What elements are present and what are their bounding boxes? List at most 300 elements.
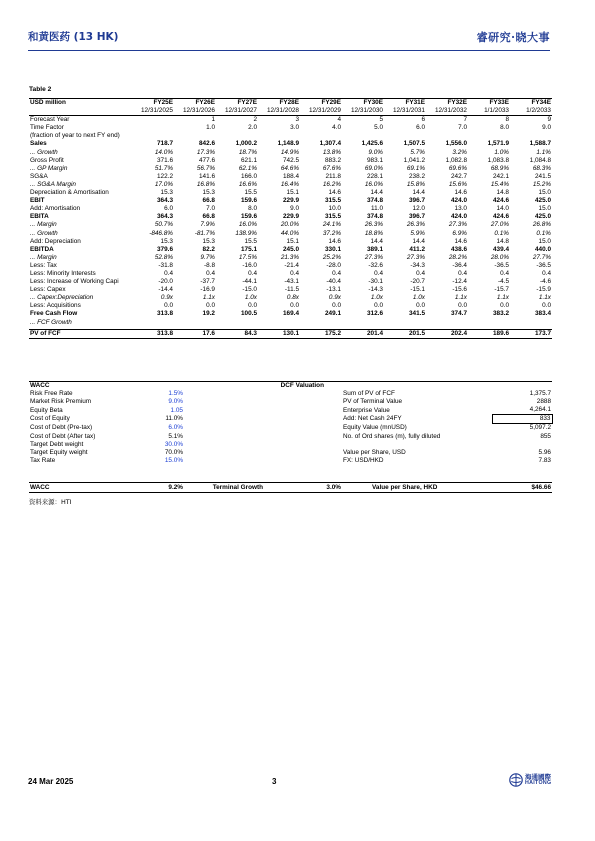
row-label: ... GP Margin: [30, 164, 68, 172]
row-label: Less: Tax: [30, 261, 57, 269]
wacc-input-label: Risk Free Rate: [30, 390, 73, 398]
row-label: SG&A: [30, 172, 48, 180]
table-cell: 16.8%: [196, 180, 215, 188]
table-cell: 315.5: [325, 213, 341, 221]
table-cell: 229.9: [283, 213, 299, 221]
table-cell: 7.0: [458, 124, 467, 132]
table-cell: 16.4%: [280, 180, 299, 188]
table-cell: 983.1: [367, 156, 383, 164]
table-cell: [132, 132, 174, 140]
table-cell: 0.0: [332, 302, 341, 310]
table-cell: [342, 132, 384, 140]
table-row: [29, 230, 552, 238]
table-row: [29, 270, 552, 278]
summary-row: [29, 483, 552, 493]
table-cell: 1.1x: [202, 294, 215, 302]
source-note: 资料来源：HTI: [29, 498, 72, 506]
table-cell: FY32E: [426, 99, 468, 108]
wacc-dcf-valuation-table: [29, 381, 553, 465]
table-cell: 313.8: [132, 330, 174, 339]
table-cell: 17.5%: [238, 253, 257, 261]
table-cell: 0.0: [416, 302, 425, 310]
page-number: 3: [272, 777, 277, 786]
table-cell: -16.0: [242, 261, 257, 269]
wacc-input-label: Cost of Debt (After tax): [30, 432, 96, 440]
table-cell: -20.0: [158, 278, 173, 286]
table-cell: 17.3%: [196, 148, 215, 156]
table-cell: 315.5: [325, 197, 341, 205]
table-cell: 12/31/2029: [300, 107, 342, 116]
row-label: Free Cash Flow: [30, 310, 78, 318]
table-cell: 6: [421, 116, 425, 124]
table-cell: 6.0: [164, 205, 173, 213]
table-cell: -40.4: [326, 278, 341, 286]
table-cell: 374.8: [367, 197, 383, 205]
table-cell: FY34E: [510, 99, 552, 108]
table-cell: 68.9%: [490, 164, 509, 172]
table-cell: 0.9x: [160, 294, 173, 302]
table-cell: 12/31/2026: [174, 107, 216, 116]
table-cell: 14.0: [496, 205, 509, 213]
spacer-cell: [184, 449, 342, 457]
table-cell: 51.7%: [154, 164, 173, 172]
row-label: Depreciation & Amortisation: [30, 189, 109, 197]
table-row: [29, 286, 552, 294]
table-cell: -8.8: [203, 261, 215, 269]
table-cell: 0.8x: [286, 294, 299, 302]
table-cell: 11.0: [371, 205, 383, 213]
table-cell: 7: [463, 116, 467, 124]
row-label: (fraction of year to next FY end): [30, 132, 120, 140]
table-cell: 64.6%: [280, 164, 299, 172]
table-cell: 4.0: [332, 124, 341, 132]
dcf-item-label: [342, 441, 492, 449]
value-per-share-hkd-value: $46.66: [492, 483, 552, 493]
table-cell: -15.7: [494, 286, 509, 294]
table-row: [29, 221, 552, 229]
table-cell: 0.4: [500, 269, 509, 277]
table-cell: [216, 319, 258, 327]
table-cell: 15.5: [244, 237, 257, 245]
wacc-summary-label: WACC: [29, 483, 129, 493]
table-cell: 9.0: [542, 124, 551, 132]
table-cell: 15.3: [160, 189, 173, 197]
table-cell: 0.0: [542, 302, 551, 310]
table-cell: 0.0: [248, 302, 257, 310]
table-cell: 7.9%: [200, 221, 215, 229]
table-cell: FY27E: [216, 99, 258, 108]
table-cell: 1,041.2: [403, 156, 425, 164]
table-cell: -32.6: [368, 261, 383, 269]
row-label: Less: Minority Interests: [30, 269, 96, 277]
table-cell: 9.0%: [368, 148, 383, 156]
row-label: EBITA: [30, 213, 49, 221]
table-cell: [342, 319, 384, 327]
wacc-input-value: 1.5%: [168, 390, 183, 398]
table-cell: -81.7%: [194, 229, 215, 237]
table-row: [29, 140, 552, 148]
table-row: [29, 132, 552, 140]
row-label: EBITDA: [30, 245, 54, 253]
table-cell: -14.3: [368, 286, 383, 294]
table-cell: [174, 132, 216, 140]
table-cell: 0.0: [164, 302, 173, 310]
row-label: Add: Depreciation: [30, 237, 81, 245]
table-cell: 15.2%: [532, 180, 551, 188]
brand-slogan: 睿研究·晓大事: [476, 31, 550, 44]
table-cell: 14.8: [496, 237, 509, 245]
wacc-input-label: Cost of Equity: [30, 415, 70, 423]
row-label: Less: Increase of Working Capi: [30, 278, 119, 286]
wacc-input-value: 30.0%: [164, 440, 183, 448]
table-cell: 15.3: [160, 237, 173, 245]
table-cell: 15.6%: [448, 180, 467, 188]
dcf-item-value: 1,375.7: [529, 390, 551, 398]
dcf-item-value: 4,264.1: [529, 406, 551, 414]
table-cell: 27.0%: [490, 221, 509, 229]
table-cell: -21.4: [284, 261, 299, 269]
table-cell: 425.0: [535, 197, 551, 205]
table-row: [29, 181, 552, 189]
dcf-forecast-table: [29, 98, 552, 339]
table-cell: [216, 132, 258, 140]
table-cell: 424.0: [451, 213, 467, 221]
valuation-row: [29, 406, 552, 415]
table-cell: 371.6: [157, 156, 173, 164]
table-cell: 15.3: [202, 189, 215, 197]
table-row: [29, 302, 552, 310]
table-cell: 16.0%: [238, 221, 257, 229]
table-cell: 341.5: [409, 310, 425, 318]
table-cell: 15.3: [202, 237, 215, 245]
table-cell: 425.0: [535, 213, 551, 221]
table-cell: 5.7%: [410, 148, 425, 156]
table-cell: -34.3: [410, 261, 425, 269]
table-cell: 56.7%: [196, 164, 215, 172]
row-label: ... Capex:Depreciation: [30, 294, 94, 302]
table-cell: 14.4: [412, 237, 425, 245]
table-cell: 62.1%: [238, 164, 257, 172]
table-cell: -30.1: [368, 278, 383, 286]
table-row: [29, 197, 552, 205]
table-cell: -15.9: [536, 286, 551, 294]
table-cell: -20.7: [410, 278, 425, 286]
spacer-cell: [184, 441, 342, 449]
dcf-item-value: [492, 441, 552, 449]
table-row: [29, 116, 552, 125]
table-cell: 82.2: [202, 245, 215, 253]
row-label: Less: Acquisitions: [30, 302, 81, 310]
wacc-input-label: Tax Rate: [30, 456, 56, 464]
table-cell: 440.0: [535, 245, 551, 253]
spacer-cell: [184, 390, 342, 398]
table-cell: 364.3: [157, 213, 173, 221]
table-cell: [258, 132, 300, 140]
table-cell: 9.7%: [200, 253, 215, 261]
table-cell: FY29E: [300, 99, 342, 108]
table-cell: 6.0: [416, 124, 425, 132]
table-cell: 0.0: [290, 302, 299, 310]
table-row: [29, 294, 552, 302]
table-cell: 242.7: [451, 172, 467, 180]
table-cell: 0.4: [164, 269, 173, 277]
valuation-row: [29, 424, 552, 433]
table-cell: [426, 319, 468, 327]
wacc-input-label: Cost of Debt (Pre-tax): [30, 424, 93, 432]
table-cell: 3: [295, 116, 299, 124]
table-cell: 20.0%: [280, 221, 299, 229]
table-cell: 389.1: [367, 245, 383, 253]
table-cell: FY30E: [342, 99, 384, 108]
table-cell: 68.3%: [532, 164, 551, 172]
table-cell: 1,000.2: [235, 140, 257, 148]
table-cell: 69.6%: [448, 164, 467, 172]
table-cell: 0.4: [290, 269, 299, 277]
table-cell: 159.6: [241, 197, 257, 205]
table-cell: 5.9%: [410, 229, 425, 237]
table-cell: 312.6: [367, 310, 383, 318]
table-cell: 84.3: [216, 330, 258, 339]
table-cell: 1: [211, 116, 215, 124]
spacer-cell: [184, 415, 342, 424]
table-cell: [300, 319, 342, 327]
table-cell: 242.1: [493, 172, 509, 180]
table-cell: 5: [379, 116, 383, 124]
table-cell: 188.4: [283, 172, 299, 180]
wacc-input-value: 11.0%: [165, 415, 183, 423]
table-cell: 2: [253, 116, 257, 124]
table-cell: 17.6: [174, 330, 216, 339]
table-cell: 313.8: [157, 310, 173, 318]
table-row: [29, 205, 552, 213]
table-cell: 1,307.4: [319, 140, 341, 148]
table-cell: 842.6: [199, 140, 215, 148]
table-cell: -14.4: [158, 286, 173, 294]
dcf-item-value: 833: [492, 415, 552, 424]
table-cell: 3.2%: [452, 148, 467, 156]
wacc-input-label: Target Debt weight: [30, 440, 84, 448]
valuation-summary-row: [29, 482, 552, 493]
table-cell: 202.4: [426, 330, 468, 339]
table-row: [29, 149, 552, 157]
row-label: Add: Amortisation: [30, 205, 81, 213]
spacer-cell: [492, 382, 552, 391]
logo-english-text: HAITONG: [525, 780, 552, 786]
table-cell: 477.6: [199, 156, 215, 164]
table-row: [29, 254, 552, 262]
table-cell: 12/31/2030: [342, 107, 384, 116]
table-cell: 14.4: [370, 237, 383, 245]
table-cell: 0.4: [458, 269, 467, 277]
table-cell: 0.9x: [328, 294, 341, 302]
table-cell: 364.3: [157, 197, 173, 205]
table-cell: 24.1%: [322, 221, 341, 229]
table-cell: 67.6%: [322, 164, 341, 172]
table-cell: 8.0: [500, 124, 509, 132]
row-label: Sales: [30, 140, 47, 148]
wacc-input-value: 15.0%: [164, 456, 183, 464]
table-cell: 1.0x: [412, 294, 425, 302]
table-cell: [510, 319, 552, 327]
table-cell: 1,084.8: [529, 156, 551, 164]
table-cell: 1.1x: [454, 294, 467, 302]
wacc-input-value: 1.05: [170, 406, 183, 414]
table-cell: 44.0%: [280, 229, 299, 237]
valuation-row: [29, 390, 552, 398]
table-cell: 18.7%: [238, 148, 257, 156]
dcf-item-value: 855: [540, 432, 551, 440]
table-cell: 211.8: [325, 172, 341, 180]
table-cell: 8: [505, 116, 509, 124]
wacc-input-label: Equity Beta: [30, 406, 63, 414]
row-label: USD million: [29, 99, 132, 108]
table-cell: 424.0: [451, 197, 467, 205]
table-cell: [132, 124, 174, 132]
table-cell: 25.2%: [322, 253, 341, 261]
table-cell: 14.8: [496, 189, 509, 197]
table-cell: 37.2%: [322, 229, 341, 237]
table-cell: 1,571.9: [487, 140, 509, 148]
dcf-item-label: Enterprise Value: [343, 406, 390, 414]
table-cell: 15.5: [244, 189, 257, 197]
table-cell: -15.6: [452, 286, 467, 294]
table-cell: 14.6: [454, 189, 467, 197]
table-cell: 15.0: [538, 189, 551, 197]
table-title: Table 2: [29, 86, 52, 93]
table-cell: 17.0%: [154, 180, 173, 188]
table-cell: 742.5: [283, 156, 299, 164]
table-cell: 12/31/2032: [426, 107, 468, 116]
table-cell: -44.1: [242, 278, 257, 286]
haitong-logo: [509, 772, 559, 790]
table-cell: [468, 132, 510, 140]
table-cell: [258, 319, 300, 327]
valuation-row: [29, 457, 552, 465]
table-cell: 14.0%: [154, 148, 173, 156]
table-row: [29, 173, 552, 181]
table-cell: 1,588.7: [529, 140, 551, 148]
wacc-input-label: Market Risk Premium: [30, 398, 92, 406]
table-cell: 424.6: [493, 197, 509, 205]
table-cell: FY25E: [132, 99, 174, 108]
table-cell: 173.7: [510, 330, 552, 339]
table-row: [29, 310, 552, 318]
valuation-row: [29, 449, 552, 457]
table-cell: 374.8: [367, 213, 383, 221]
table-cell: 100.5: [241, 310, 257, 318]
table-cell: [510, 132, 552, 140]
table-cell: -28.0: [326, 261, 341, 269]
row-label: EBIT: [30, 197, 45, 205]
report-title: 和黄医药 (13 HK): [28, 31, 119, 43]
table-cell: 0.4: [416, 269, 425, 277]
table-cell: 201.4: [342, 330, 384, 339]
table-cell: 0.0: [374, 302, 383, 310]
table-cell: 175.1: [241, 245, 257, 253]
spacer-cell: [184, 433, 342, 441]
row-label: ... Growth: [30, 229, 58, 237]
table-cell: [468, 319, 510, 327]
table-cell: 175.2: [300, 330, 342, 339]
spacer-cell: [342, 382, 492, 391]
table-cell: 1.1x: [496, 294, 509, 302]
table-cell: 411.2: [409, 245, 425, 253]
table-cell: 228.1: [367, 172, 383, 180]
table-cell: 1.0: [206, 124, 215, 132]
terminal-growth-label: Terminal Growth: [184, 483, 264, 493]
table-cell: 12/31/2028: [258, 107, 300, 116]
table-row: [29, 262, 552, 270]
table-cell: 15.1: [286, 237, 299, 245]
table-row: [29, 124, 552, 132]
table-cell: [174, 319, 216, 327]
table-cell: 28.0%: [490, 253, 509, 261]
table-cell: 14.6: [328, 237, 341, 245]
table-cell: 383.4: [535, 310, 551, 318]
table-cell: 15.0: [538, 205, 551, 213]
table-cell: -846.8%: [149, 229, 173, 237]
table-cell: 27.3%: [364, 253, 383, 261]
table-cell: 0.0: [458, 302, 467, 310]
dcf-item-value: 7.83: [538, 456, 551, 464]
wacc-title: WACC: [29, 382, 129, 391]
table-cell: 16.2%: [322, 180, 341, 188]
table-cell: 1.0x: [244, 294, 257, 302]
row-label: Less: Capex: [30, 286, 66, 294]
table-cell: 0.1%: [536, 229, 551, 237]
dcf-item-value: 5,097.2: [529, 424, 551, 432]
table-cell: -11.5: [284, 286, 299, 294]
dcf-item-label: Value per Share, USD: [343, 448, 406, 456]
table-cell: 1,556.0: [445, 140, 467, 148]
table-date-row: [29, 107, 552, 116]
table-cell: 189.6: [468, 330, 510, 339]
table-cell: 0.0: [206, 302, 215, 310]
table-cell: 3.0: [290, 124, 299, 132]
table-cell: 50.7%: [154, 221, 173, 229]
table-cell: 229.9: [283, 197, 299, 205]
dcf-item-value: 2888: [536, 398, 551, 406]
table-cell: 241.5: [535, 172, 551, 180]
table-cell: 69.1%: [406, 164, 425, 172]
table-cell: 621.1: [241, 156, 257, 164]
table-cell: 14.4: [370, 189, 383, 197]
table-cell: [132, 116, 174, 125]
wacc-input-value: 70.0%: [164, 448, 183, 456]
table-cell: 439.4: [493, 245, 509, 253]
table-cell: -37.7: [200, 278, 215, 286]
table-cell: 66.8: [202, 197, 215, 205]
table-cell: 166.0: [241, 172, 257, 180]
table-cell: 201.5: [384, 330, 426, 339]
dcf-item-value: 5.96: [538, 448, 551, 456]
table-cell: 2.0: [248, 124, 257, 132]
table-cell: 27.3%: [448, 221, 467, 229]
table-cell: 13.8%: [322, 148, 341, 156]
table-cell: 14.4: [412, 189, 425, 197]
spacer-cell: [184, 457, 342, 465]
table-cell: 0.0: [500, 302, 509, 310]
table-cell: FY28E: [258, 99, 300, 108]
table-cell: 19.2: [202, 310, 215, 318]
wacc-input-value: 6.0%: [168, 424, 183, 432]
table-cell: 1.1x: [538, 294, 551, 302]
table-cell: -43.1: [284, 278, 299, 286]
table-cell: 66.8: [202, 213, 215, 221]
table-cell: 438.6: [451, 245, 467, 253]
table-row: [29, 278, 552, 286]
table-row: [29, 238, 552, 246]
